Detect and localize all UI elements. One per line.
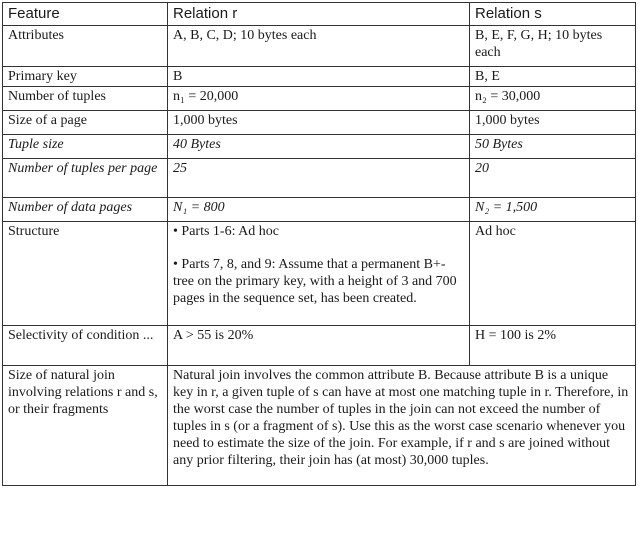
relations-table (2, 2, 636, 486)
table-row-selectivity (3, 326, 636, 366)
data-pages-label: Number of data pages (3, 198, 168, 222)
table-row-num-tuples (3, 87, 636, 111)
header-feature: Feature (3, 3, 168, 26)
tuple-size-r: 40 Bytes (168, 135, 470, 159)
header-relation-s: Relation s (470, 3, 636, 26)
page-size-s: 1,000 bytes (470, 111, 636, 135)
tuple-size-label: Tuple size (3, 135, 168, 159)
structure-r (168, 222, 470, 326)
data-pages-s: N₂ = 1,500 (470, 198, 636, 222)
table-row-data-pages (3, 198, 636, 222)
tuples-per-page-r: 25 (168, 159, 470, 198)
structure-s: Ad hoc (470, 222, 636, 326)
table-row-join-size (3, 366, 636, 486)
selectivity-s: H = 100 is 2% (470, 326, 636, 366)
attributes-s: B, E, F, G, H; 10 bytes each (470, 26, 636, 67)
header-relation-r: Relation r (168, 3, 470, 26)
num-tuples-label: Number of tuples (3, 87, 168, 111)
num-tuples-s: n₂ = 30,000 (470, 87, 636, 111)
primary-key-label: Primary key (3, 67, 168, 87)
structure-spacer (173, 240, 464, 256)
attributes-label: Attributes (3, 26, 168, 67)
table-row-page-size (3, 111, 636, 135)
table-row-tuples-per-page (3, 159, 636, 198)
selectivity-r: A > 55 is 20% (168, 326, 470, 366)
primary-key-r: B (168, 67, 470, 87)
tuples-per-page-s: 20 (470, 159, 636, 198)
structure-label: Structure (3, 222, 168, 326)
attributes-r: A, B, C, D; 10 bytes each (168, 26, 470, 67)
data-pages-r: N₁ = 800 (168, 198, 470, 222)
page-size-label: Size of a page (3, 111, 168, 135)
table-row-attributes (3, 26, 636, 67)
primary-key-s: B, E (470, 67, 636, 87)
page-size-r: 1,000 bytes (168, 111, 470, 135)
tuples-per-page-label: Number of tuples per page (3, 159, 168, 198)
table-row-primary-key (3, 67, 636, 87)
structure-r-part1: • Parts 1-6: Ad hoc (173, 224, 280, 239)
table-row-tuple-size (3, 135, 636, 159)
join-size-label: Size of natural join involving relations r and s, or their fragments (3, 366, 168, 486)
num-tuples-r: n₁ = 20,000 (168, 87, 470, 111)
join-size-text: Natural join involves the common attribute B. Because attribute B is a unique key in r, a given tuple of s can have at most one matching tuple in r. Therefore, in the worst case the number of tuples in the join can not exceed the number of tuples in s (or a fragment of s). Use this as the worst case scenario whenever you need to estimate the size of the join. For example, if r and s are joined without any prior filtering, their join has (at most) 30,000 tuples. (168, 366, 636, 486)
table-row-structure (3, 222, 636, 326)
selectivity-label: Selectivity of condition ... (3, 326, 168, 366)
tuple-size-s: 50 Bytes (470, 135, 636, 159)
structure-r-part2: • Parts 7, 8, and 9: Assume that a permanent B+-tree on the primary key, with a height of 3 and 700 pages in the sequence set, has been created. (173, 257, 457, 306)
table-header-row (3, 3, 636, 26)
